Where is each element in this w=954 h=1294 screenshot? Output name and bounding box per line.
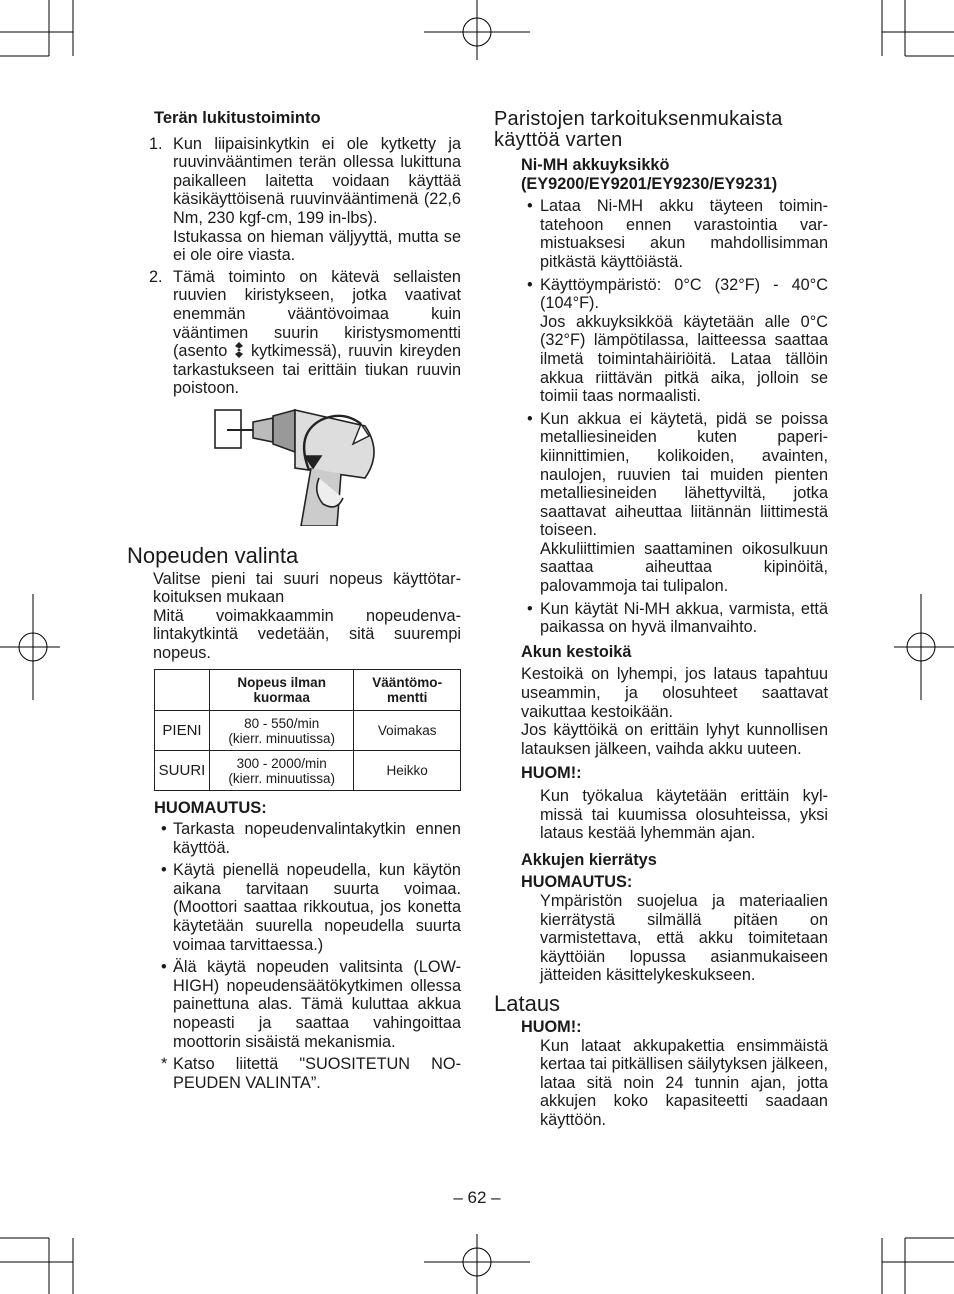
row-label: PIENI: [155, 711, 210, 751]
table-header-row: [155, 670, 461, 711]
bullet: •: [527, 275, 533, 294]
speed-selection-heading: Nopeuden valinta: [127, 542, 299, 568]
lock-item-2: [127, 268, 461, 398]
item-text-before-icon: Tämä toiminto on kätevä sellaisten ruuvien kiristykseen, jotka vaativat enemmän vääntövoimaa kuin vääntimen suurin kiristysmomentti (asento: [173, 267, 461, 361]
charging-huom-heading: HUOM!:: [521, 1017, 582, 1036]
note-heading: HUOMAUTUS:: [154, 799, 267, 818]
bullet-text: Käyttöympäristö: 0°C (32°F) - 40°C (104°F).: [540, 275, 828, 313]
bullet-text: Kun käytät Ni-MH akkua, varmista, että paikassa on hyvä ilmanvaihto.: [540, 599, 828, 637]
row-label: SUURI: [155, 751, 210, 791]
speed-value: 80 - 550/min: [244, 715, 320, 731]
speed-unit: (kierr. minuutissa): [228, 730, 335, 746]
left-column: [127, 109, 461, 1096]
speed-table: [154, 669, 461, 791]
bullet-note: Jos akkuyksikköä käytetään alle 0°C (32°F) lämpötilassa, laitteessa saattaa ilmetä toimintahäiriöitä. Lataa tällöin akkua riittävän pitkä aika, jolloin se toimii taas normaalisti.: [540, 312, 828, 406]
bullet-text: Kun akkua ei käytetä, pidä se poissa metalliesineiden kuten paperikiinnittimien, kolikoiden, avainten, naulojen, ruuvien tai muiden pienten metalliesineiden lähettyviltä, jotka saattavat aiheuttaa liitännän liittimestä toiseen.: [540, 409, 828, 540]
row-speed: [210, 711, 354, 751]
row-torque: Voimakas: [354, 711, 461, 751]
battery-bullet: [494, 197, 828, 271]
right-column: [494, 109, 828, 1130]
bullet: •: [161, 958, 167, 977]
screwdriver-illustration: [213, 408, 461, 531]
charging-heading: Lataus: [494, 990, 561, 1016]
battery-life-text-1: Kestoikä on lyhempi, jos lataus tapahtuu useammin, ja olosuhteet saattavat vaikuttaa kestoikään.: [521, 665, 828, 721]
battery-pack-heading: Ni-MH akkuyksikkö: [521, 156, 670, 174]
table-header-speed: Nopeus ilman kuormaa: [210, 670, 354, 711]
note-item: [127, 861, 461, 954]
item-note: Istukassa on hieman väljyyttä, mutta se ei ole oire viasta.: [173, 227, 461, 265]
note-item: [127, 820, 461, 857]
page-number: – 62 –: [453, 1188, 501, 1207]
item-text: Kun liipaisinkytkin ei ole kytketty ja ruuvinvääntimen terän ollessa lukittuna paikalleen laitetta voidaan käyttää käsikäyttöisenä ruuvinvääntimenä (22,6 Nm, 230 kgf-cm, 199 in-lbs).: [173, 134, 461, 227]
bullet: *: [161, 1055, 168, 1074]
bullet: •: [161, 820, 167, 839]
bullet: •: [527, 599, 533, 618]
recycling-heading: Akkujen kierrätys: [521, 850, 657, 869]
item-text-after-icon: kytkimessä), ruuvin kireyden tarkastukseen tai erittäin tiukan ruuvin poistoon.: [173, 342, 462, 398]
table-header-empty: [155, 670, 210, 711]
battery-bullet: [494, 600, 828, 637]
battery-bullet: [494, 276, 828, 406]
bullet-note: Akkuliittimien saattaminen oikosulkuun saattaa aiheuttaa kipinöitä, palovammoja tai tulipalon.: [540, 539, 828, 596]
bullet: •: [527, 409, 533, 428]
speed-unit: (kierr. minuutissa): [228, 770, 335, 786]
note-item: [127, 958, 461, 1051]
speed-intro-1: Valitse pieni tai suuri nopeus käyttötarkoituksen mukaan: [153, 569, 461, 607]
bullet-text: Lataa Ni-MH akku täyteen toimintatehoon ennen varastointia varmistuaksesi akun mahdollisimman pitkästä käyttöiästä.: [540, 197, 828, 271]
battery-life-heading: Akun kestoikä: [521, 642, 632, 661]
lock-function-heading: Terän lukitustoiminto: [154, 109, 321, 127]
battery-usage-heading: Paristojen tarkoituksenmukaista käyttöä varten: [494, 108, 783, 151]
recycling-note-heading: HUOMAUTUS:: [521, 873, 633, 892]
note-text: Katso liitettä "SUOSITETUN NOPEUDEN VALINTA”.: [173, 1055, 461, 1092]
row-torque: Heikko: [354, 751, 461, 791]
drill-position-icon: [234, 342, 244, 360]
charging-text: Kun lataat akkupakettia ensimmäistä kertaa tai pitkällisen säilytyksen jälkeen, lataa sitä noin 24 tunnin ajan, jotta akkujen koko kapasiteetti saadaan käyttöön.: [540, 1036, 828, 1129]
lock-item-1: [127, 135, 461, 265]
bullet: •: [527, 197, 533, 216]
battery-bullet: [494, 410, 828, 596]
huom-text: Kun työkalua käytetään erittäin kylmissä tai kuumissa olosuhteissa, yksi lataus kestää lyhemmän ajan.: [540, 787, 828, 843]
battery-life-text-2: Jos käyttöikä on erittäin lyhyt kunnollisen latauksen jälkeen, vaihda akku uuteen.: [521, 721, 828, 758]
speed-intro-2: Mitä voimakkaammin nopeudenvalintakytkintä vedetään, sitä suurempi nopeus.: [153, 606, 461, 662]
bullet: •: [161, 861, 167, 880]
table-row: [155, 751, 461, 791]
recycling-text: Ympäristön suojelua ja materiaalien kierrätystä silmällä pitäen on varmistettava, että akku toimitetaan käyttöiän lopussa asianmukaiseen jätteiden käsittelykeskukseen.: [540, 891, 828, 985]
note-text: Tarkasta nopeudenvalintakytkin ennen käyttöä.: [173, 820, 461, 857]
note-item: [127, 1055, 461, 1092]
table-row: [155, 711, 461, 751]
note-text: Älä käytä nopeuden valitsinta (LOW-HIGH) nopeudensäätökytkimen ollessa painettuna alas. Tämä kuluttaa akkua nopeasti ja saattaa vahingoittaa moottorin sisäistä mekanismia.: [173, 958, 461, 1051]
item-number: 2.: [149, 267, 163, 286]
note-text: Käytä pienellä nopeudella, kun käytön aikana tarvitaan suurta voimaa. (Moottori saattaa rikkoutua, jos konetta käytetään suurella nopeudella suurta voimaa tarvittaessa.): [173, 861, 461, 954]
item-number: 1.: [149, 134, 163, 153]
huom-heading: HUOM!:: [521, 764, 582, 783]
battery-models-heading: (EY9200/EY9201/EY9230/EY9231): [521, 174, 778, 193]
speed-value: 300 - 2000/min: [236, 755, 327, 771]
table-header-torque: Vääntömomentti: [354, 670, 461, 711]
row-speed: [210, 751, 354, 791]
